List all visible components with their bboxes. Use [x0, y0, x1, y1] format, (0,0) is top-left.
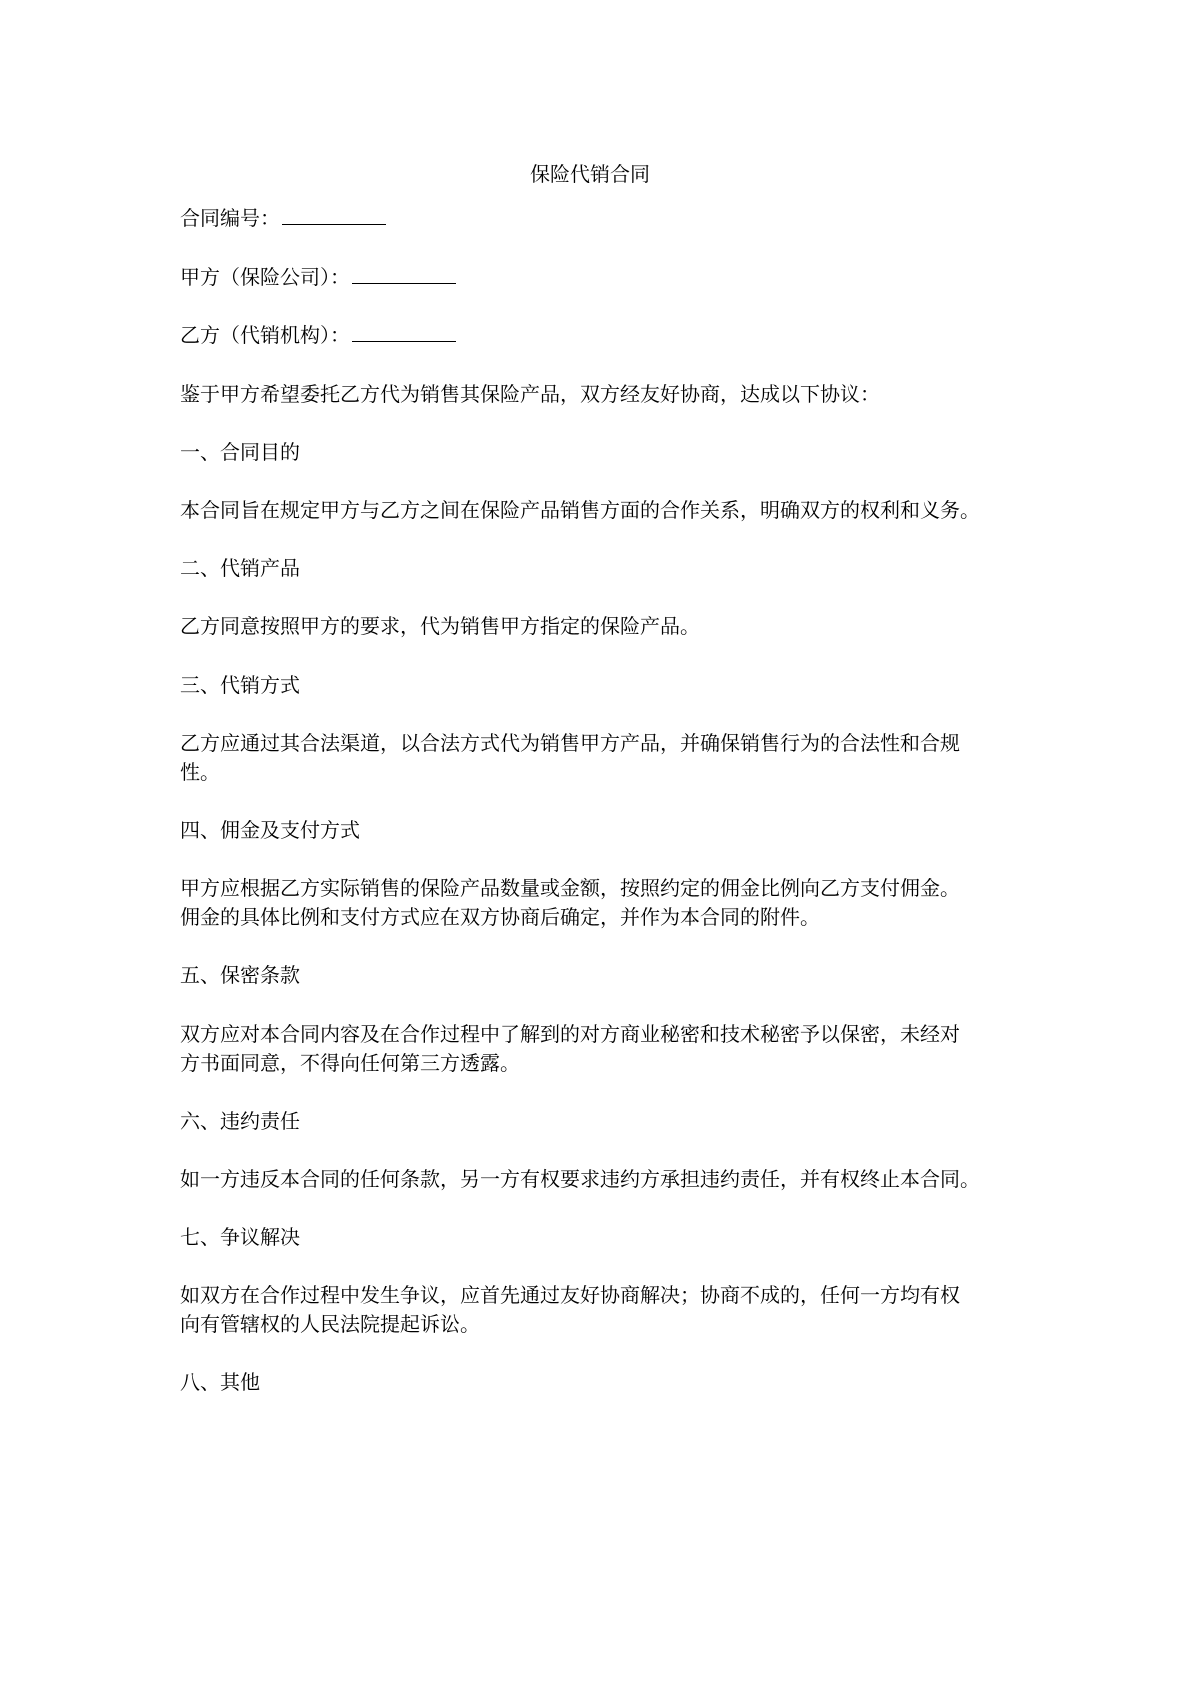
- party-b-row: [180, 320, 456, 351]
- section-4-paragraph-line-1: 甲方应根据乙方实际销售的保险产品数量或金额，按照约定的佣金比例向乙方支付佣金。: [180, 876, 960, 900]
- section-4-paragraph-line-2: 佣金的具体比例和支付方式应在双方协商后确定，并作为本合同的附件。: [180, 905, 820, 929]
- section-8-heading: 八、其他: [180, 1370, 260, 1394]
- party-a-blank: [352, 263, 456, 284]
- party-a-label: 甲方（保险公司）：: [180, 265, 350, 289]
- preamble: 鉴于甲方希望委托乙方代为销售其保险产品，双方经友好协商，达成以下协议：: [180, 382, 880, 406]
- party-a-row: [180, 262, 456, 293]
- contract-number-row: [180, 203, 386, 234]
- section-6-heading: 六、违约责任: [180, 1109, 300, 1133]
- contract-number-label: 合同编号：: [180, 206, 280, 230]
- section-2-heading: 二、代销产品: [180, 556, 300, 580]
- section-1-paragraph: 本合同旨在规定甲方与乙方之间在保险产品销售方面的合作关系，明确双方的权利和义务。: [180, 498, 980, 522]
- section-3-paragraph-line-1: 乙方应通过其合法渠道，以合法方式代为销售甲方产品，并确保销售行为的合法性和合规: [180, 731, 960, 755]
- section-3-heading: 三、代销方式: [180, 673, 300, 697]
- section-7-paragraph-line-1: 如双方在合作过程中发生争议，应首先通过友好协商解决；协商不成的，任何一方均有权: [180, 1283, 960, 1307]
- section-5-heading: 五、保密条款: [180, 963, 300, 987]
- section-5-paragraph-line-1: 双方应对本合同内容及在合作过程中了解到的对方商业秘密和技术秘密予以保密，未经对: [180, 1022, 960, 1046]
- document-page: [180, 0, 1030, 1683]
- party-b-blank: [352, 321, 456, 342]
- section-1-heading: 一、合同目的: [180, 440, 300, 464]
- section-4-heading: 四、佣金及支付方式: [180, 818, 360, 842]
- section-2-paragraph: 乙方同意按照甲方的要求，代为销售甲方指定的保险产品。: [180, 614, 700, 638]
- section-3-paragraph-line-2: 性。: [180, 760, 220, 784]
- party-b-label: 乙方（代销机构）：: [180, 323, 350, 347]
- contract-number-blank: [282, 204, 386, 225]
- section-7-paragraph-line-2: 向有管辖权的人民法院提起诉讼。: [180, 1312, 480, 1336]
- document-title: 保险代销合同: [530, 162, 650, 186]
- section-5-paragraph-line-2: 方书面同意，不得向任何第三方透露。: [180, 1051, 520, 1075]
- section-7-heading: 七、争议解决: [180, 1225, 300, 1249]
- section-6-paragraph: 如一方违反本合同的任何条款，另一方有权要求违约方承担违约责任，并有权终止本合同。: [180, 1167, 980, 1191]
